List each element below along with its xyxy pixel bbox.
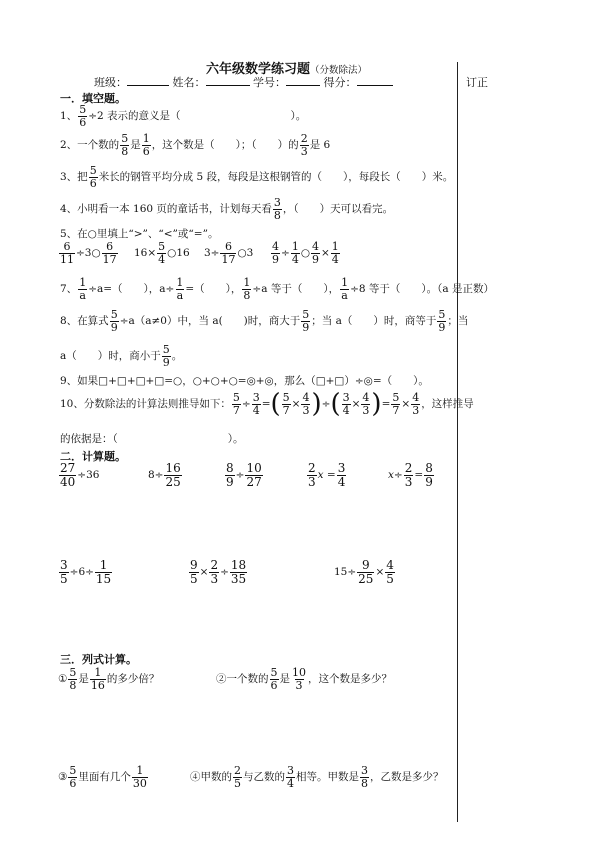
word-problem-1: ① $\frac{5}{8}$ 是 $\frac{1}{16}$ 的多少倍？ (58, 666, 160, 692)
question-8-cont: a（ ）时，商小于 $\frac{5}{9}$ 。 (60, 343, 183, 369)
section3-heading: 三．列式计算。 (60, 653, 137, 666)
calc-1: $\frac{27}{40}$ ÷36 (60, 461, 100, 489)
calc-7: $\frac{9}{5}$ × $\frac{2}{3}$ ÷ $\frac{18}{35}$ (190, 558, 247, 586)
word-problem-4: ④甲数的 $\frac{2}{5}$ 与乙数的 $\frac{3}{4}$ 相等。甲数是 $\frac{3}{8}$ ，乙数是多少？ (190, 764, 444, 790)
correction-label: 订正 (466, 76, 488, 89)
section1-heading: 一．填空题。 (60, 92, 126, 105)
question-5-expr-4: $\frac{4}{9}$ ÷ $\frac{1}{4}$ ○ $\frac{4}{9}$ × $\frac{1}{4}$ (272, 240, 339, 266)
calc-6: $\frac{3}{5}$ ÷6÷ $\frac{1}{15}$ (60, 558, 112, 586)
word-problem-2: ②一个数的 $\frac{5}{6}$ 是 $\frac{10}{3}$ ，这个数是多少？ (216, 666, 392, 692)
question-5-expr-2: 16× $\frac{5}{4}$ ○16 (134, 240, 190, 266)
question-1: 1、 $\frac{5}{6}$ ÷2 表示的意义是（ ）。 (60, 103, 307, 129)
calc-2: 8÷ $\frac{16}{25}$ (148, 461, 181, 489)
question-7: 7、 $\frac{1}{a}$ ÷a=（ ），a÷ $\frac{1}{a}$ =（ ）， $\frac{1}{8}$ ÷a 等于（ ）， $\frac{1}{a}$ ÷8 等于（ ）。（a 是正数） (60, 276, 494, 302)
question-5: 5、在○里填上“>”、“<”或“=”。 (60, 228, 219, 240)
question-5-expr-3: 3÷ $\frac{6}{17}$ ○3 (204, 240, 254, 266)
question-3: 3、把 $\frac{5}{6}$ 米长的钢管平均分成 5 段，每段是这根钢管的（ ），每段长（ ）米。 (60, 164, 454, 190)
question-2: 2、一个数的 $\frac{5}{8}$ 是 $\frac{1}{6}$ ，这个数是（ ）；（ ）的 $\frac{2}{3}$ 是 6 (60, 132, 331, 158)
question-10-cont: 的依据是：（ ）。 (60, 433, 244, 445)
question-9: 9、如果□+□+□+□=○，○+○+○=◎+◎，那么（□+□）÷◎=（ ）。 (60, 375, 429, 387)
calc-5: x÷ $\frac{2}{3}$ = $\frac{8}{9}$ (388, 461, 433, 489)
score-blank[interactable] (357, 75, 393, 86)
word-problem-3: ③ $\frac{5}{6}$ 里面有几个 $\frac{1}{30}$ (58, 764, 147, 790)
margin-divider (457, 62, 458, 822)
class-blank[interactable] (127, 75, 169, 86)
question-5-expr-1: $\frac{6}{11}$ ÷3○ $\frac{6}{17}$ (60, 240, 117, 266)
question-8: 8、在算式 $\frac{5}{9}$ ÷a（a≠0）中，当 a( )时，商大于 $\frac{5}{9}$ ；当 a（ ）时，商等于 $\frac{5}{9}$ ；当 (60, 308, 469, 334)
page-title: 六年级数学练习题（分数除法） (206, 62, 368, 77)
name-blank[interactable] (206, 75, 250, 86)
student-info-row: 班级： 姓名： 学号： 得分： (94, 74, 393, 90)
calc-8: 15÷ $\frac{9}{25}$ × $\frac{4}{5}$ (334, 558, 394, 586)
section2-heading: 二．计算题。 (60, 450, 126, 463)
question-4: 4、小明看一本 160 页的童话书，计划每天看 $\frac{3}{8}$ ，（ ）天可以看完。 (60, 196, 394, 222)
question-10: 10、分数除法的计算法则推导如下： $\frac{5}{7}$ ÷ $\frac{3}{4}$ =( $\frac{5}{7}$ × $\frac{4}{3}$ )÷( $\frac{3}{4}$ × $\frac{4}{3}$ )= $\frac{5}{7}$ × $\frac{4}{3}$ ，这样推导 (60, 389, 474, 419)
number-blank[interactable] (286, 75, 320, 86)
calc-3: $\frac{8}{9}$ ÷ $\frac{10}{27}$ (226, 461, 262, 489)
calc-4: $\frac{2}{3}$ x = $\frac{3}{4}$ (308, 461, 346, 489)
